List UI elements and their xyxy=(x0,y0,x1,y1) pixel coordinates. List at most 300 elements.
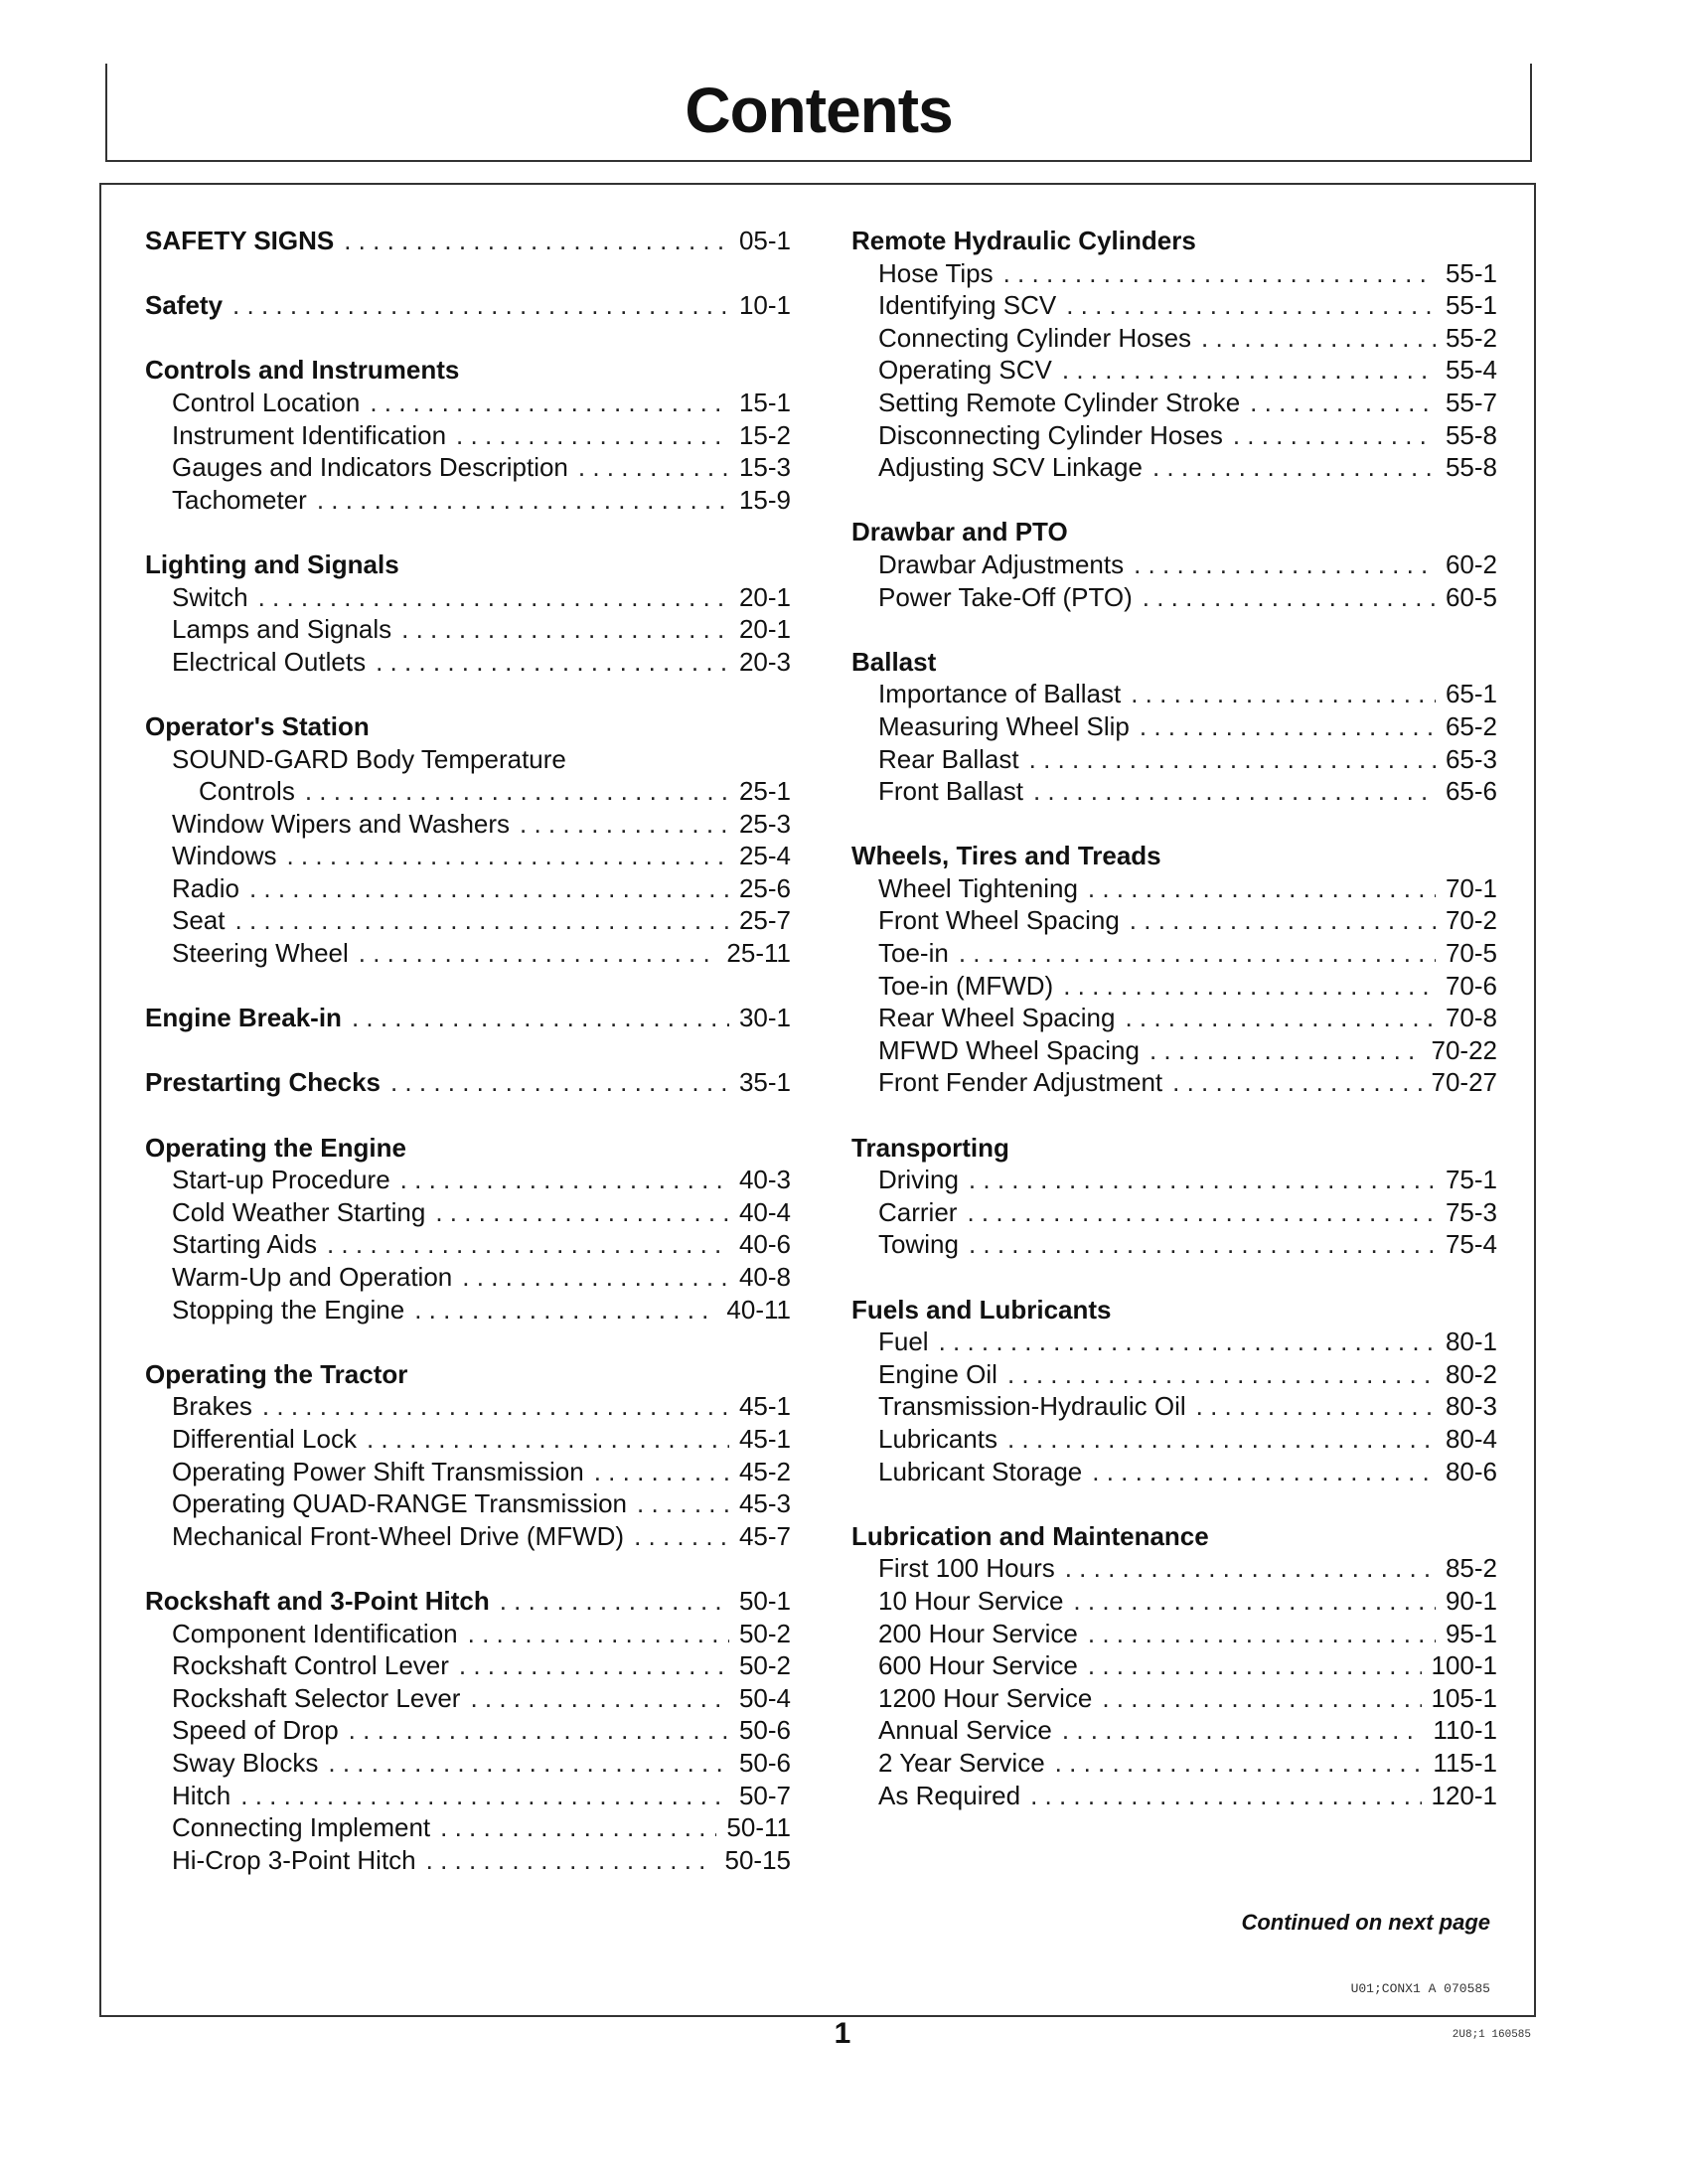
toc-entry-label: Controls and Instruments xyxy=(145,355,460,386)
dot-leader xyxy=(414,1294,716,1326)
toc-entry[interactable] xyxy=(851,1002,1497,1034)
toc-entry[interactable] xyxy=(851,1682,1497,1715)
toc-entry[interactable] xyxy=(851,937,1497,970)
dot-leader xyxy=(359,937,717,970)
toc-spacer xyxy=(851,613,1497,646)
toc-entry-label: Switch xyxy=(172,581,248,612)
toc-page-number: 05-1 xyxy=(738,226,791,255)
toc-entry-label: Setting Remote Cylinder Stroke xyxy=(878,387,1241,417)
dot-leader xyxy=(468,1618,729,1650)
toc-right-column xyxy=(851,225,1497,1811)
dot-leader xyxy=(367,1423,729,1456)
toc-page-number: 75-4 xyxy=(1445,1229,1497,1260)
toc-entry[interactable] xyxy=(145,1682,791,1715)
toc-entry[interactable] xyxy=(851,1034,1497,1067)
toc-entry-label: Annual Service xyxy=(878,1715,1052,1746)
toc-entry[interactable] xyxy=(851,387,1497,419)
toc-page-number: 20-1 xyxy=(738,614,791,645)
toc-page-number: 40-6 xyxy=(738,1229,791,1260)
toc-section-entry[interactable] xyxy=(851,1132,1497,1165)
dot-leader xyxy=(634,1520,729,1553)
toc-entry-label: Operating QUAD-RANGE Transmission xyxy=(172,1488,628,1519)
dot-leader xyxy=(959,937,1436,970)
toc-page-number: 80-1 xyxy=(1445,1326,1497,1357)
dot-leader xyxy=(1196,1390,1436,1423)
toc-page-number: 50-2 xyxy=(738,1618,791,1648)
toc-entry[interactable] xyxy=(145,1780,791,1812)
toc-entry[interactable] xyxy=(851,322,1497,355)
toc-entry[interactable] xyxy=(851,1196,1497,1229)
toc-entry-label: Component Identification xyxy=(172,1618,458,1648)
toc-entry[interactable] xyxy=(145,1423,791,1456)
toc-spacer xyxy=(145,516,791,548)
toc-entry-label: Power Take-Off (PTO) xyxy=(878,581,1133,612)
toc-entry[interactable] xyxy=(851,1552,1497,1585)
toc-entry-label: Lubricant Storage xyxy=(878,1456,1083,1486)
toc-page-number: 65-1 xyxy=(1445,679,1497,709)
toc-entry[interactable] xyxy=(145,1844,791,1877)
toc-entry[interactable] xyxy=(145,1520,791,1553)
toc-entry[interactable] xyxy=(145,419,791,452)
toc-entry[interactable] xyxy=(851,1164,1497,1196)
dot-leader xyxy=(352,1002,729,1034)
dot-leader xyxy=(1140,710,1436,743)
toc-entry-label: Instrument Identification xyxy=(172,419,447,450)
dot-leader xyxy=(317,484,729,517)
toc-entry[interactable] xyxy=(851,581,1497,614)
toc-entry[interactable] xyxy=(851,710,1497,743)
toc-page-number: 60-2 xyxy=(1445,548,1497,579)
toc-entry-label: Hitch xyxy=(172,1780,231,1810)
toc-entry[interactable] xyxy=(145,1618,791,1650)
dot-leader xyxy=(262,1390,729,1423)
toc-entry-label: Operating Power Shift Transmission xyxy=(172,1456,584,1486)
toc-entry[interactable] xyxy=(145,904,791,937)
toc-entry-label: Safety xyxy=(145,290,224,321)
toc-spacer xyxy=(145,1552,791,1585)
toc-entry[interactable] xyxy=(145,937,791,970)
toc-entry-label: Importance of Ballast xyxy=(878,679,1122,709)
dot-leader xyxy=(1062,354,1436,387)
toc-entry[interactable] xyxy=(851,1358,1497,1391)
toc-page-number: 30-1 xyxy=(738,1003,791,1033)
toc-entry[interactable] xyxy=(145,1196,791,1229)
dot-leader xyxy=(400,1164,729,1196)
toc-entry[interactable] xyxy=(145,1714,791,1747)
dot-leader xyxy=(462,1261,729,1294)
toc-page-number: 75-1 xyxy=(1445,1165,1497,1195)
toc-entry-label: Front Wheel Spacing xyxy=(878,905,1120,936)
toc-spacer xyxy=(851,808,1497,841)
toc-entry[interactable] xyxy=(851,904,1497,937)
toc-entry-label: Engine Oil xyxy=(878,1358,997,1389)
toc-page-number: 45-2 xyxy=(738,1456,791,1486)
toc-entry[interactable] xyxy=(851,678,1497,710)
dot-leader xyxy=(258,581,729,614)
toc-section-entry[interactable] xyxy=(851,646,1497,679)
toc-entry-label: Tachometer xyxy=(172,484,307,515)
document-code: U01;CONX1 A 070585 xyxy=(1350,1981,1490,1996)
toc-entry[interactable] xyxy=(851,775,1497,808)
dot-leader xyxy=(305,775,729,808)
toc-page-number: 80-4 xyxy=(1445,1423,1497,1454)
toc-entry-label: Start-up Procedure xyxy=(172,1165,390,1195)
toc-entry[interactable] xyxy=(145,840,791,872)
toc-entry[interactable] xyxy=(145,872,791,905)
toc-page-number: 50-4 xyxy=(738,1682,791,1713)
toc-spacer xyxy=(145,257,791,290)
toc-entry[interactable] xyxy=(851,257,1497,290)
toc-entry-label: Prestarting Checks xyxy=(145,1067,381,1098)
toc-entry[interactable] xyxy=(145,808,791,841)
toc-page-number: 120-1 xyxy=(1431,1780,1497,1810)
toc-entry-label: Transporting xyxy=(851,1132,1009,1163)
toc-page-number: 115-1 xyxy=(1433,1747,1497,1778)
toc-section-entry[interactable] xyxy=(145,548,791,581)
toc-entry-label: Disconnecting Cylinder Hoses xyxy=(878,419,1223,450)
toc-entry[interactable] xyxy=(851,1618,1497,1650)
toc-entry[interactable] xyxy=(145,387,791,419)
toc-entry[interactable] xyxy=(851,1228,1497,1261)
toc-entry[interactable] xyxy=(851,1066,1497,1099)
dot-leader xyxy=(1007,1358,1436,1391)
toc-entry-label: 10 Hour Service xyxy=(878,1585,1064,1616)
toc-page-number: 45-1 xyxy=(738,1391,791,1422)
toc-page-number: 55-2 xyxy=(1445,322,1497,353)
dot-leader xyxy=(578,451,729,484)
toc-entry[interactable] xyxy=(851,872,1497,905)
toc-page-number: 50-2 xyxy=(738,1650,791,1681)
toc-entry[interactable] xyxy=(851,1585,1497,1618)
toc-left-column xyxy=(145,225,791,1876)
toc-page-number: 40-4 xyxy=(738,1196,791,1227)
dot-leader xyxy=(1088,1618,1436,1650)
toc-entry[interactable] xyxy=(145,646,791,679)
toc-page-number: 75-3 xyxy=(1445,1196,1497,1227)
toc-page-number: 85-2 xyxy=(1445,1553,1497,1584)
toc-spacer xyxy=(851,1261,1497,1294)
toc-entry-label: Operator's Station xyxy=(145,710,370,741)
toc-spacer xyxy=(145,1034,791,1067)
dot-leader xyxy=(1055,1747,1424,1780)
toc-entry[interactable] xyxy=(145,451,791,484)
dot-leader xyxy=(939,1326,1436,1358)
dot-leader xyxy=(1149,1034,1422,1067)
dot-leader xyxy=(1066,289,1436,322)
toc-entry-label: Warm-Up and Operation xyxy=(172,1262,453,1292)
toc-entry-label: Hose Tips xyxy=(878,257,994,288)
toc-page-number: 65-2 xyxy=(1445,710,1497,741)
toc-entry-label: Carrier xyxy=(878,1196,958,1227)
toc-entry-label: Wheels, Tires and Treads xyxy=(851,841,1161,871)
toc-section-entry[interactable] xyxy=(145,354,791,387)
toc-page-number: 25-4 xyxy=(738,841,791,871)
toc-entry-label: Cold Weather Starting xyxy=(172,1196,426,1227)
toc-entry[interactable] xyxy=(145,1164,791,1196)
toc-page-number: 70-6 xyxy=(1445,970,1497,1001)
toc-spacer xyxy=(145,970,791,1003)
toc-entry-label: Stopping the Engine xyxy=(172,1294,405,1325)
dot-leader xyxy=(1062,1714,1424,1747)
toc-entry-label: Rockshaft Selector Lever xyxy=(172,1682,461,1713)
dot-leader xyxy=(1102,1682,1421,1715)
toc-entry[interactable] xyxy=(145,775,791,808)
toc-page-number: 70-8 xyxy=(1445,1003,1497,1033)
toc-entry[interactable] xyxy=(145,743,791,776)
toc-entry[interactable] xyxy=(851,1747,1497,1780)
toc-section-entry[interactable] xyxy=(851,225,1497,257)
toc-page-number: 55-7 xyxy=(1445,387,1497,417)
toc-entry[interactable] xyxy=(851,548,1497,581)
toc-entry-label: Wheel Tightening xyxy=(878,872,1078,903)
toc-page-number: 25-3 xyxy=(738,808,791,839)
toc-entry[interactable] xyxy=(145,1228,791,1261)
toc-entry[interactable] xyxy=(145,1649,791,1682)
toc-section-entry[interactable] xyxy=(851,1294,1497,1326)
toc-entry-label: MFWD Wheel Spacing xyxy=(878,1034,1140,1065)
toc-entry-label: Electrical Outlets xyxy=(172,646,367,677)
toc-page-number: 105-1 xyxy=(1431,1682,1497,1713)
toc-entry-label: Connecting Implement xyxy=(172,1812,431,1843)
toc-entry-label: Drawbar and PTO xyxy=(851,517,1068,547)
dot-leader xyxy=(456,419,729,452)
toc-entry[interactable] xyxy=(851,1423,1497,1456)
toc-page-number: 40-8 xyxy=(738,1262,791,1292)
dot-leader xyxy=(1063,970,1436,1003)
toc-entry[interactable] xyxy=(145,613,791,646)
toc-entry[interactable] xyxy=(145,581,791,614)
toc-entry[interactable] xyxy=(851,1390,1497,1423)
toc-entry[interactable] xyxy=(851,1326,1497,1358)
toc-entry-label: Operating the Engine xyxy=(145,1132,406,1163)
toc-spacer xyxy=(851,484,1497,517)
toc-entry-label: Mechanical Front-Wheel Drive (MFWD) xyxy=(172,1520,625,1551)
toc-spacer xyxy=(145,1326,791,1358)
toc-entry-label: 2 Year Service xyxy=(878,1747,1045,1778)
toc-entry-label: Hi-Crop 3-Point Hitch xyxy=(172,1844,416,1875)
toc-section-entry[interactable] xyxy=(851,516,1497,548)
toc-section-entry[interactable] xyxy=(145,1132,791,1165)
dot-leader xyxy=(401,613,729,646)
toc-section-entry[interactable] xyxy=(851,1520,1497,1553)
dot-leader xyxy=(520,808,729,841)
toc-entry[interactable] xyxy=(145,484,791,517)
toc-entry[interactable] xyxy=(851,970,1497,1003)
toc-entry-label: Seat xyxy=(172,905,226,936)
toc-entry[interactable] xyxy=(851,1456,1497,1488)
toc-entry-label: Differential Lock xyxy=(172,1423,357,1454)
toc-entry-label: Transmission-Hydraulic Oil xyxy=(878,1391,1186,1422)
dot-leader xyxy=(1092,1456,1436,1488)
toc-page-number: 70-27 xyxy=(1431,1067,1497,1098)
toc-entry[interactable] xyxy=(851,419,1497,452)
toc-entry-label: Rockshaft Control Lever xyxy=(172,1650,449,1681)
toc-entry-label: Lighting and Signals xyxy=(145,548,399,579)
toc-entry[interactable] xyxy=(851,743,1497,776)
toc-entry-label: Operating the Tractor xyxy=(145,1358,408,1389)
toc-entry[interactable] xyxy=(851,1714,1497,1747)
toc-entry-label: Fuels and Lubricants xyxy=(851,1294,1112,1325)
toc-entry-label: Front Ballast xyxy=(878,776,1023,807)
toc-page-number: 70-5 xyxy=(1445,938,1497,969)
dot-leader xyxy=(235,904,729,937)
toc-entry-label: Rear Ballast xyxy=(878,743,1019,774)
dot-leader xyxy=(344,225,729,257)
toc-entry-label: Steering Wheel xyxy=(172,938,349,969)
toc-page-number: 65-3 xyxy=(1445,743,1497,774)
toc-section-entry[interactable] xyxy=(145,1358,791,1391)
toc-entry-label: Window Wipers and Washers xyxy=(172,808,511,839)
toc-entry-label: Windows xyxy=(172,841,277,871)
toc-entry-label: Lubricants xyxy=(878,1423,997,1454)
toc-entry-label: Identifying SCV xyxy=(878,290,1057,321)
toc-page-number: 55-1 xyxy=(1445,290,1497,321)
dot-leader xyxy=(1130,904,1436,937)
toc-page-number: 80-6 xyxy=(1445,1456,1497,1486)
dot-leader xyxy=(470,1682,728,1715)
toc-page-number: 90-1 xyxy=(1445,1585,1497,1616)
dot-leader xyxy=(459,1649,729,1682)
toc-page-number: 15-3 xyxy=(738,452,791,483)
dot-leader xyxy=(967,1196,1436,1229)
dot-leader xyxy=(1003,257,1436,290)
toc-entry-label: Operating SCV xyxy=(878,355,1052,386)
dot-leader xyxy=(1007,1423,1436,1456)
toc-entry-label: Toe-in (MFWD) xyxy=(878,970,1054,1001)
toc-entry[interactable] xyxy=(851,451,1497,484)
dot-leader xyxy=(594,1456,729,1488)
contents-box xyxy=(99,183,1536,2017)
toc-page-number: 70-2 xyxy=(1445,905,1497,936)
toc-page-number: 20-3 xyxy=(738,646,791,677)
toc-section-entry[interactable] xyxy=(145,1585,791,1618)
dot-leader xyxy=(1065,1552,1436,1585)
toc-section-entry[interactable] xyxy=(145,710,791,743)
dot-leader xyxy=(1029,743,1436,776)
toc-entry[interactable] xyxy=(145,1811,791,1844)
toc-section-entry[interactable] xyxy=(145,225,791,257)
dot-leader xyxy=(440,1811,716,1844)
dot-leader xyxy=(1131,678,1436,710)
toc-page-number: 55-1 xyxy=(1445,257,1497,288)
toc-entry-label: Brakes xyxy=(172,1391,252,1422)
toc-page-number: 70-22 xyxy=(1431,1034,1497,1065)
dot-leader xyxy=(1033,775,1436,808)
toc-page-number: 65-6 xyxy=(1445,776,1497,807)
toc-entry-label: Sway Blocks xyxy=(172,1747,319,1778)
page-number: 1 xyxy=(834,2017,851,2050)
toc-page-number: 50-11 xyxy=(726,1812,791,1843)
toc-page-number: 45-1 xyxy=(738,1423,791,1454)
dot-leader xyxy=(426,1844,715,1877)
dot-leader xyxy=(327,1228,729,1261)
dot-leader xyxy=(1172,1066,1421,1099)
toc-page-number: 110-1 xyxy=(1433,1715,1497,1746)
dot-leader xyxy=(1073,1585,1436,1618)
dot-leader xyxy=(390,1066,729,1099)
toc-page-number: 55-8 xyxy=(1445,419,1497,450)
toc-page-number: 50-15 xyxy=(724,1844,791,1875)
toc-entry-label: SAFETY SIGNS xyxy=(145,226,335,255)
toc-page-number: 15-2 xyxy=(738,419,791,450)
toc-entry-label: Towing xyxy=(878,1229,959,1260)
toc-page-number: 55-4 xyxy=(1445,355,1497,386)
toc-spacer xyxy=(145,1099,791,1132)
toc-page-number: 35-1 xyxy=(738,1067,791,1098)
dot-leader xyxy=(232,289,729,322)
toc-entry[interactable] xyxy=(851,1780,1497,1812)
toc-page-number: 45-3 xyxy=(738,1488,791,1519)
toc-page-number: 45-7 xyxy=(738,1520,791,1551)
toc-entry[interactable] xyxy=(851,354,1497,387)
toc-section-entry[interactable] xyxy=(851,840,1497,872)
toc-entry-label: Fuel xyxy=(878,1326,929,1357)
toc-entry[interactable] xyxy=(145,1747,791,1780)
page-title: Contents xyxy=(685,75,953,146)
toc-entry[interactable] xyxy=(145,1294,791,1326)
toc-entry-label: Control Location xyxy=(172,387,361,417)
toc-section-entry[interactable] xyxy=(145,1066,791,1099)
toc-entry[interactable] xyxy=(145,1456,791,1488)
dot-leader xyxy=(349,1714,729,1747)
toc-entry-label: Lubrication and Maintenance xyxy=(851,1520,1209,1551)
dot-leader xyxy=(1143,581,1436,614)
toc-section-entry[interactable] xyxy=(145,1002,791,1034)
toc-page-number: 25-11 xyxy=(726,938,791,969)
toc-page-number: 50-7 xyxy=(738,1780,791,1810)
dot-leader xyxy=(637,1487,729,1520)
toc-page-number: 40-3 xyxy=(738,1165,791,1195)
toc-entry-label: Toe-in xyxy=(878,938,949,969)
toc-page-number: 40-11 xyxy=(726,1294,791,1325)
toc-page-number: 70-1 xyxy=(1445,872,1497,903)
toc-entry[interactable] xyxy=(851,1649,1497,1682)
toc-entry-label: Measuring Wheel Slip xyxy=(878,710,1130,741)
toc-entry-label: Lamps and Signals xyxy=(172,614,392,645)
toc-entry-label: Adjusting SCV Linkage xyxy=(878,452,1143,483)
toc-entry-label: Engine Break-in xyxy=(145,1003,342,1033)
dot-leader xyxy=(435,1196,729,1229)
toc-page-number: 10-1 xyxy=(738,290,791,321)
toc-page-number: 80-2 xyxy=(1445,1358,1497,1389)
dot-leader xyxy=(1201,322,1436,355)
toc-entry[interactable] xyxy=(145,1390,791,1423)
toc-page-number: 50-6 xyxy=(738,1747,791,1778)
toc-section-entry[interactable] xyxy=(145,289,791,322)
toc-entry-label: 600 Hour Service xyxy=(878,1650,1078,1681)
toc-page-number: 15-1 xyxy=(738,387,791,417)
toc-page-number: 25-7 xyxy=(738,905,791,936)
dot-leader xyxy=(1233,419,1436,452)
continued-note: Continued on next page xyxy=(1241,1910,1490,1935)
header-box xyxy=(105,64,1532,162)
toc-spacer xyxy=(145,678,791,710)
toc-entry[interactable] xyxy=(145,1487,791,1520)
toc-entry-label: As Required xyxy=(878,1780,1021,1810)
toc-page-number: 50-1 xyxy=(738,1585,791,1616)
dot-leader xyxy=(969,1228,1436,1261)
print-code: 2U8;1 160585 xyxy=(1452,2029,1531,2041)
toc-entry-label: Gauges and Indicators Description xyxy=(172,452,568,483)
toc-entry[interactable] xyxy=(145,1261,791,1294)
dot-leader xyxy=(1088,1649,1422,1682)
toc-page-number: 25-1 xyxy=(738,776,791,807)
toc-page-number: 55-8 xyxy=(1445,452,1497,483)
dot-leader xyxy=(1152,451,1436,484)
toc-entry[interactable] xyxy=(851,289,1497,322)
toc-page-number: 15-9 xyxy=(738,484,791,515)
toc-page-number: 95-1 xyxy=(1445,1618,1497,1648)
